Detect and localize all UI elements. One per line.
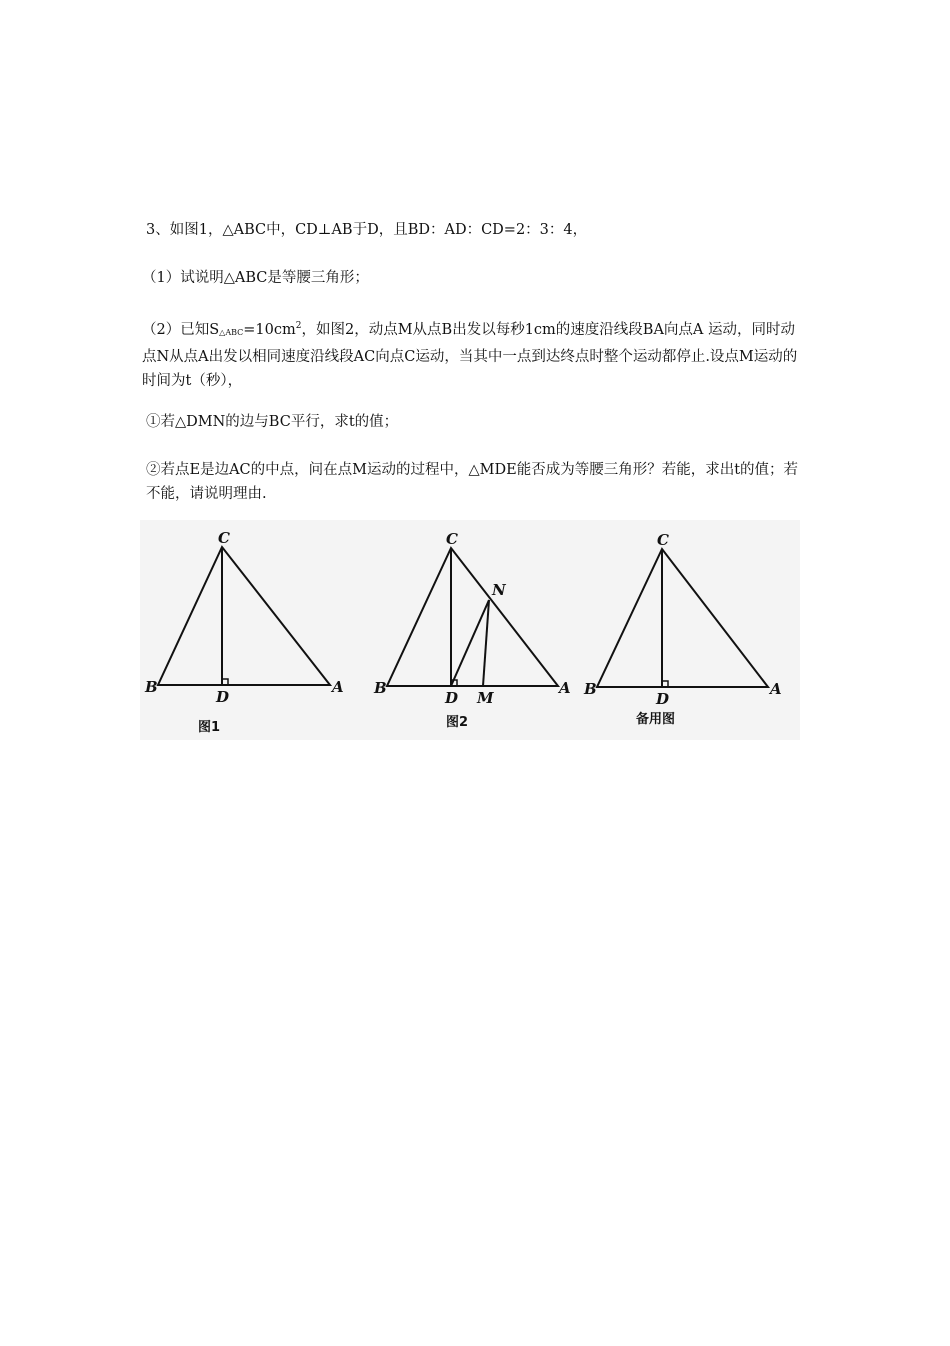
label-d: D [445, 689, 459, 707]
question-2: ②若点E是边AC的中点，问在点M运动的过程中，△MDE能否成为等腰三角形？若能，求出t的值；若不能，请说明理由. [146, 462, 799, 502]
question-1: ①若△DMN的边与BC平行，求t的值； [146, 414, 399, 430]
label-a: A [332, 678, 344, 696]
problem-part2 [142, 314, 806, 393]
part2-pre: （2）已知S [142, 322, 220, 338]
label-a: A [559, 679, 571, 697]
label-c: C [657, 531, 669, 549]
label-b: B [374, 679, 387, 697]
caption-fig2: 图2 [446, 715, 469, 730]
part2-superscript: 2 [295, 321, 302, 331]
label-d: D [216, 688, 230, 706]
part2-post: ，如图2，动点M从点B出发以每秒1cm的速度沿线段BA向点A 运动，同时动点N从点A出发以相同速度沿线段AC向点C运动，当其中一点到达终点时整个运动都停止.设点M运动的时间为t（秒）， [142, 322, 798, 389]
label-n: N [492, 581, 506, 599]
problem-part1: （1）试说明△ABC是等腰三角形； [142, 270, 369, 286]
label-c: C [446, 530, 458, 548]
part2-subscript: △ABC [219, 328, 244, 337]
label-b: B [584, 680, 597, 698]
figures-panel [140, 520, 800, 740]
caption-fig3: 备用图 [636, 712, 676, 727]
problem-intro: 3、如图1，△ABC中，CD⊥AB于D，且BD：AD：CD=2：3：4， [146, 222, 588, 238]
caption-fig1: 图1 [198, 720, 221, 735]
label-a: A [770, 680, 782, 698]
geometry-figures [140, 520, 800, 740]
part2-mid: =10cm [243, 322, 296, 338]
label-d: D [656, 690, 670, 708]
label-c: C [218, 529, 230, 547]
label-m: M [477, 689, 494, 707]
label-b: B [145, 678, 158, 696]
